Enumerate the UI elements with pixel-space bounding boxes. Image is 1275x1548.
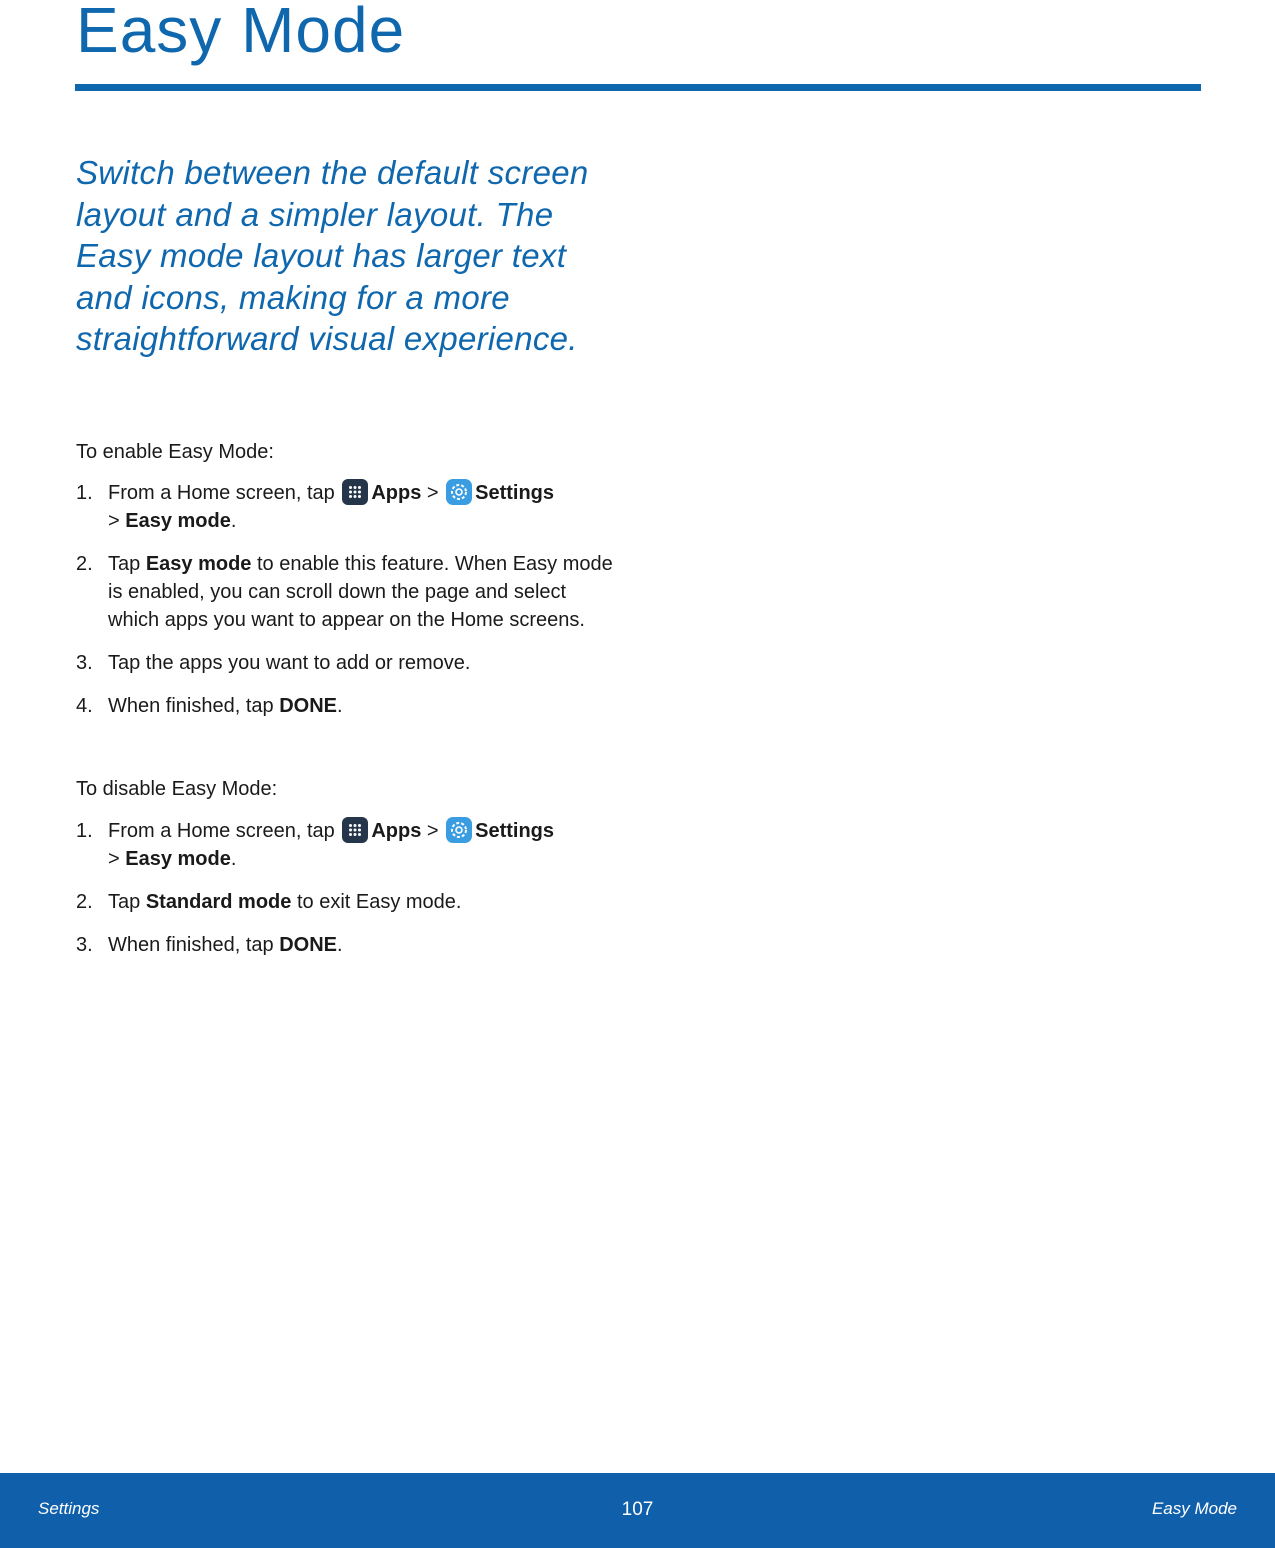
step-text: When finished, tap — [108, 934, 274, 956]
period: . — [337, 934, 343, 956]
settings-label: Settings — [475, 482, 555, 504]
list-item — [76, 692, 616, 720]
easy-mode-label: Easy mode — [125, 848, 231, 870]
step-number: 4. — [76, 695, 93, 717]
footer-section: Settings — [38, 1499, 100, 1518]
done-label: DONE — [279, 934, 338, 956]
step-text: to exit Easy mode. — [296, 891, 462, 913]
settings-label: Settings — [475, 820, 555, 842]
page-number: 107 — [621, 1499, 654, 1520]
settings-gear-icon — [446, 817, 472, 843]
page-title: Easy Mode — [76, 0, 406, 66]
apps-label: Apps — [371, 820, 422, 842]
disable-steps — [76, 817, 616, 974]
step-number: 1. — [76, 820, 93, 842]
step-text: Tap — [108, 891, 141, 913]
separator: > — [108, 848, 120, 870]
apps-grid-icon — [342, 817, 368, 843]
step-text: When finished, tap — [108, 695, 274, 717]
step-text: From a Home screen, tap — [108, 820, 335, 842]
period: . — [230, 510, 237, 532]
step-number: 3. — [76, 652, 93, 674]
done-label: DONE — [279, 695, 338, 717]
title-divider — [75, 84, 1201, 91]
list-item — [76, 649, 616, 677]
enable-heading: To enable Easy Mode: — [76, 441, 274, 463]
enable-steps — [76, 479, 616, 735]
period: . — [337, 695, 343, 717]
easy-mode-label: Easy mode — [145, 553, 252, 575]
list-item — [76, 817, 616, 873]
step-text: Tap the apps you want to add or remove. — [108, 652, 471, 674]
disable-heading: To disable Easy Mode: — [76, 778, 278, 800]
list-item — [76, 888, 616, 916]
step-number: 1. — [76, 482, 93, 504]
settings-gear-icon — [446, 479, 472, 505]
list-item — [76, 550, 616, 634]
easy-mode-label: Easy mode — [125, 510, 231, 532]
list-item — [76, 931, 616, 959]
step-number: 2. — [76, 891, 93, 913]
period: . — [230, 848, 237, 870]
step-text: to enable this feature. When Easy mode is enabled, you can scroll down the page and select which apps you want to appear on the Home screens. — [108, 553, 613, 631]
apps-grid-icon — [342, 479, 368, 505]
footer-chapter: Easy Mode — [1151, 1499, 1237, 1518]
apps-label: Apps — [371, 482, 422, 504]
page-footer — [0, 1473, 1275, 1548]
step-text: Tap — [108, 553, 141, 575]
standard-mode-label: Standard mode — [145, 891, 292, 913]
separator: > — [426, 820, 439, 842]
step-text: From a Home screen, tap — [108, 482, 335, 504]
step-number: 2. — [76, 553, 93, 575]
separator: > — [108, 510, 120, 532]
separator: > — [426, 482, 439, 504]
list-item — [76, 479, 616, 535]
intro-text: Switch between the default screen layout and a simpler layout. The Easy mode layout has larger text and icons, making for a more straightforward visual experience. — [76, 154, 589, 357]
step-number: 3. — [76, 934, 93, 956]
